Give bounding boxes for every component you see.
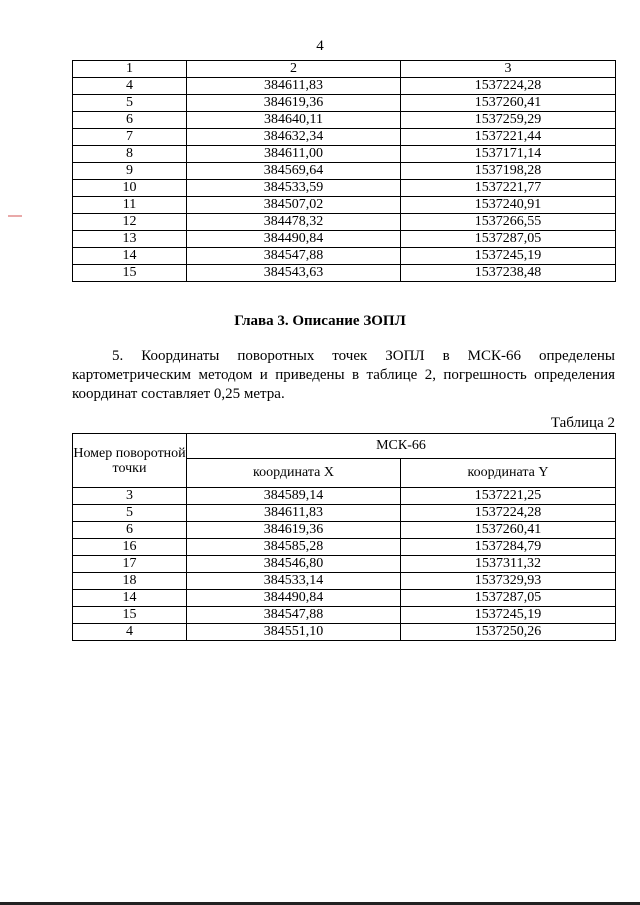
x-coordinate-header: координата X (187, 459, 401, 488)
table-header-row (73, 61, 616, 78)
page-number: 4 (316, 38, 324, 54)
y-coordinate-cell: 1537171,14 (401, 146, 616, 163)
coordinates-table (72, 433, 616, 641)
x-coordinate-cell: 384533,14 (187, 573, 401, 590)
point-number-cell: 7 (73, 129, 187, 146)
x-coordinate-cell: 384546,80 (187, 556, 401, 573)
table-row (73, 197, 616, 214)
x-coordinate-cell: 384533,59 (187, 180, 401, 197)
coordinate-system-header: МСК-66 (187, 434, 616, 459)
point-number-cell: 6 (73, 112, 187, 129)
table-row (73, 163, 616, 180)
y-coordinate-cell: 1537250,26 (401, 624, 616, 641)
y-coordinate-cell: 1537245,19 (401, 248, 616, 265)
x-coordinate-cell: 384478,32 (187, 214, 401, 231)
point-number-cell: 6 (73, 522, 187, 539)
column-header: 2 (187, 61, 401, 78)
y-coordinate-cell: 1537287,05 (401, 590, 616, 607)
x-coordinate-cell: 384507,02 (187, 197, 401, 214)
y-coordinate-cell: 1537266,55 (401, 214, 616, 231)
table-row (73, 129, 616, 146)
point-number-cell: 14 (73, 248, 187, 265)
table-row (73, 539, 616, 556)
x-coordinate-cell: 384640,11 (187, 112, 401, 129)
point-number-cell: 15 (73, 265, 187, 282)
table-row (73, 112, 616, 129)
table-caption: Таблица 2 (550, 415, 615, 431)
y-coordinate-cell: 1537311,32 (401, 556, 616, 573)
x-coordinate-cell: 384619,36 (187, 95, 401, 112)
x-coordinate-cell: 384490,84 (187, 590, 401, 607)
x-coordinate-cell: 384543,63 (187, 265, 401, 282)
y-coordinate-cell: 1537224,28 (401, 505, 616, 522)
column-header: 3 (401, 61, 616, 78)
point-number-cell: 17 (73, 556, 187, 573)
x-coordinate-cell: 384585,28 (187, 539, 401, 556)
point-number-cell: 12 (73, 214, 187, 231)
point-number-cell: 18 (73, 573, 187, 590)
point-number-cell: 16 (73, 539, 187, 556)
y-coordinate-cell: 1537221,25 (401, 488, 616, 505)
coordinates-table-continued (72, 60, 616, 282)
table-row (73, 265, 616, 282)
x-coordinate-cell: 384589,14 (187, 488, 401, 505)
y-coordinate-cell: 1537260,41 (401, 95, 616, 112)
y-coordinate-cell: 1537245,19 (401, 607, 616, 624)
x-coordinate-cell: 384547,88 (187, 607, 401, 624)
x-coordinate-cell: 384611,00 (187, 146, 401, 163)
y-coordinate-cell: 1537284,79 (401, 539, 616, 556)
paragraph: 5. Координаты поворотных точек ЗОПЛ в МСК-66 определены картометрическим методом и приведены в таблице 2, погрешность определения координат составляет 0,25 метра. (72, 348, 615, 402)
point-number-cell: 8 (73, 146, 187, 163)
table-row (73, 522, 616, 539)
x-coordinate-cell: 384569,64 (187, 163, 401, 180)
table-row (73, 488, 616, 505)
table-row (73, 505, 616, 522)
point-number-header: Номер поворотной точки (73, 434, 187, 488)
point-number-cell: 10 (73, 180, 187, 197)
x-coordinate-cell: 384547,88 (187, 248, 401, 265)
table-row (73, 590, 616, 607)
y-coordinate-cell: 1537329,93 (401, 573, 616, 590)
y-coordinate-cell: 1537287,05 (401, 231, 616, 248)
y-coordinate-cell: 1537240,91 (401, 197, 616, 214)
table-row (73, 231, 616, 248)
x-coordinate-cell: 384611,83 (187, 78, 401, 95)
table-row (73, 78, 616, 95)
column-header: 1 (73, 61, 187, 78)
x-coordinate-cell: 384632,34 (187, 129, 401, 146)
y-coordinate-cell: 1537224,28 (401, 78, 616, 95)
table-row (73, 573, 616, 590)
table-row (73, 95, 616, 112)
y-coordinate-cell: 1537198,28 (401, 163, 616, 180)
scan-mark (8, 215, 22, 217)
x-coordinate-cell: 384551,10 (187, 624, 401, 641)
y-coordinate-header: координата Y (401, 459, 616, 488)
y-coordinate-cell: 1537259,29 (401, 112, 616, 129)
y-coordinate-cell: 1537260,41 (401, 522, 616, 539)
y-coordinate-cell: 1537238,48 (401, 265, 616, 282)
point-number-cell: 13 (73, 231, 187, 248)
table-row (73, 146, 616, 163)
chapter-title: Глава 3. Описание ЗОПЛ (234, 313, 406, 329)
point-number-cell: 4 (73, 78, 187, 95)
x-coordinate-cell: 384611,83 (187, 505, 401, 522)
table-row (73, 607, 616, 624)
point-number-cell: 5 (73, 95, 187, 112)
point-number-cell: 11 (73, 197, 187, 214)
table-row (73, 180, 616, 197)
table-row (73, 556, 616, 573)
table-row (73, 214, 616, 231)
table-row (73, 624, 616, 641)
y-coordinate-cell: 1537221,44 (401, 129, 616, 146)
x-coordinate-cell: 384490,84 (187, 231, 401, 248)
point-number-cell: 5 (73, 505, 187, 522)
y-coordinate-cell: 1537221,77 (401, 180, 616, 197)
point-number-cell: 9 (73, 163, 187, 180)
table-row (73, 248, 616, 265)
point-number-cell: 4 (73, 624, 187, 641)
x-coordinate-cell: 384619,36 (187, 522, 401, 539)
table-header-row (73, 434, 616, 459)
point-number-cell: 15 (73, 607, 187, 624)
point-number-cell: 14 (73, 590, 187, 607)
point-number-cell: 3 (73, 488, 187, 505)
